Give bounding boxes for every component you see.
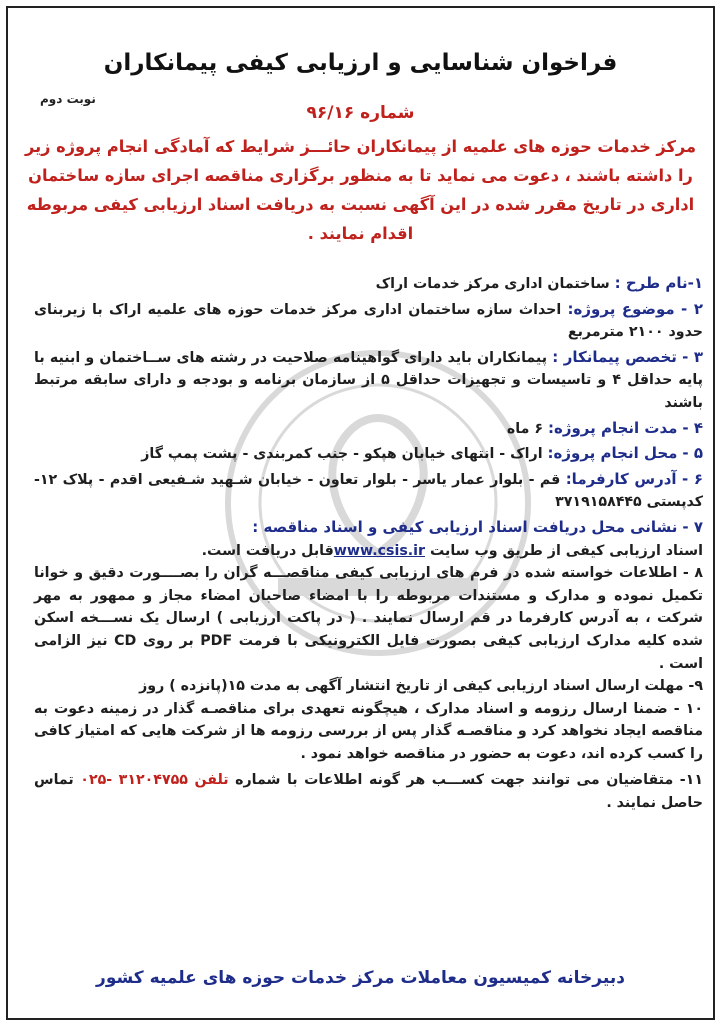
intro-paragraph: مرکز خدمات حوزه های علمیه از پیمانکاران حائـــز شرایط که آمادگی انجام پروژه زیر را داشته باشند ، دعوت می نماید تا به منظور برگزاری مناقصه اجرای سازه ساختمان اداری در تاریخ مقرر شده در این آگهی نسبت به دریافت اسناد ارزیابی کیفی مربوطه اقدام نمایند . [25, 137, 696, 243]
item-7-label: نشانی محل دریافت اسناد ارزیابی کیفی و اسناد مناقصه : [252, 517, 678, 536]
item-2: ۲ - موضوع پروژه: احداث سازه ساختمان اداری مرکز خدمات حوزه های علمیه اراک با زیربنای حدود ۲۱۰۰ مترمربع [34, 299, 703, 341]
cd-media: CD [114, 632, 137, 649]
pdf-format: PDF [200, 632, 233, 649]
item-4-text: ۶ ماه [506, 420, 544, 437]
item-10: ۱۰ - ضمنا ارسال رزومه و اسناد مدارک ، هیچگونه تعهدی برای مناقصـه گذار در زمینه دعوت به مناقصه ایجاد نخواهد کرد و مناقصـه گذار پس از بررسی رزومه ها از شرکت هایی که امتیاز کافی را کسب کرده اند، دعوت به حضور در مناقصه خواهد نمود . [34, 700, 703, 762]
item-9: ۹- مهلت ارسال اسناد ارزیابی کیفی از تاریخ انتشار آگهی به مدت ۱۵(پانزده ) روز [139, 678, 703, 695]
phone-label: تلفن [194, 772, 229, 789]
item-8: ۸ - اطلاعات خواسته شده در فرم های ارزیابی کیفی مناقصـــه گران را بصــــورت دقیق و خوانا تکمیل نموده و مدارک و مستندات مربوطه را با امضاء صاحبان امضاء مجاز و ممهور به مهر شرکت ، به آدرس کارفرما در قم ارسال نمایند . ( در پاکت ارزیابی ) ارسال یک نســـخه اسکن شده کلیه مدارک ارزیابی کیفی بصورت فایل الکترونیکی با فرمت PDF بر روی CD نیز الزامی است . [34, 565, 703, 672]
notice-items [34, 272, 703, 815]
csis-website-link[interactable]: www.csis.ir [333, 542, 426, 559]
item-7: ۷ - نشانی محل دریافت اسناد ارزیابی کیفی و اسناد مناقصه : [252, 517, 703, 536]
item-3-text: پیمانکاران باید دارای گواهینامه صلاحیت در رشته های ســاختمان و ابنیه با پایه حداقل ۴ و تاسیسات و تجهیزات حداقل ۵ از سازمان برنامه و بودجه و دارای سابقه مرتبط باشند [34, 349, 703, 411]
item-3-label: تخصص پیمانکار : [552, 347, 677, 366]
notice-number: شماره ۹۶/۱۶ [306, 103, 415, 123]
notice-frame [6, 6, 715, 1020]
item-1: ۱-نام طرح : ساختمان اداری مرکز خدمات اراک [375, 274, 703, 292]
edition-label: نوبت دوم [40, 92, 96, 106]
item-2-text: احداث سازه ساختمان اداری مرکز خدمات حوزه های علمیه اراک با زیربنای حدود ۲۱۰۰ مترمربع [34, 301, 703, 341]
phone-number: ۰۲۵- ۳۱۲۰۴۷۵۵ [80, 772, 188, 789]
footer-signature: دبیرخانه کمیسیون معاملات مرکز خدمات حوزه های علمیه کشور [96, 968, 625, 988]
item-4-label: مدت انجام پروژه: [547, 418, 678, 437]
item-5-label: محل انجام پروژه: [547, 444, 678, 463]
item-2-label: موضوع پروژه: [567, 299, 675, 318]
item-1-label: نام طرح : [614, 274, 688, 292]
item-1-text: ساختمان اداری مرکز خدمات اراک [375, 276, 610, 292]
item-5-text: اراک - انتهای خیابان هپکو - جنب کمربندی - پشت پمپ گاز [141, 446, 543, 463]
item-5: ۵ - محل انجام پروژه: اراک - انتهای خیابان هپکو - جنب کمربندی - پشت پمپ گاز [141, 444, 703, 463]
page-title: فراخوان شناسایی و ارزیابی کیفی پیمانکاران [103, 50, 618, 76]
item-4: ۴ - مدت انجام پروژه: ۶ ماه [506, 418, 703, 437]
item-11: ۱۱- متقاضیان می توانند جهت کســـب هر گونه اطلاعات با شماره تلفن ۰۲۵- ۳۱۲۰۴۷۵۵ تماس حاصل نمایند . [34, 772, 703, 812]
item-6-text: قم - بلوار عمار یاسر - بلوار تعاون - خیابان شـهید شـفیعی اقدم - پلاک ۱۲-کدپستی ۳۷۱۹۱۵۸۴۴۵ [34, 471, 703, 511]
item-3: ۳ - تخصص پیمانکار : پیمانکاران باید دارای گواهینامه صلاحیت در رشته های ســاختمان و ابنیه با پایه حداقل ۴ و تاسیسات و تجهیزات حداقل ۵ از سازمان برنامه و بودجه و دارای سابقه مرتبط باشند [34, 347, 703, 411]
item-6-label: آدرس کارفرما: [565, 469, 677, 488]
item-7-detail: اسناد ارزیابی کیفی از طریق وب سایت www.csis.irقابل دریافت است. [201, 542, 703, 559]
item-6: ۶ - آدرس کارفرما: قم - بلوار عمار یاسر - بلوار تعاون - خیابان شـهید شـفیعی اقدم - پلاک ۱۲-کدپستی ۳۷۱۹۱۵۸۴۴۵ [34, 469, 703, 511]
